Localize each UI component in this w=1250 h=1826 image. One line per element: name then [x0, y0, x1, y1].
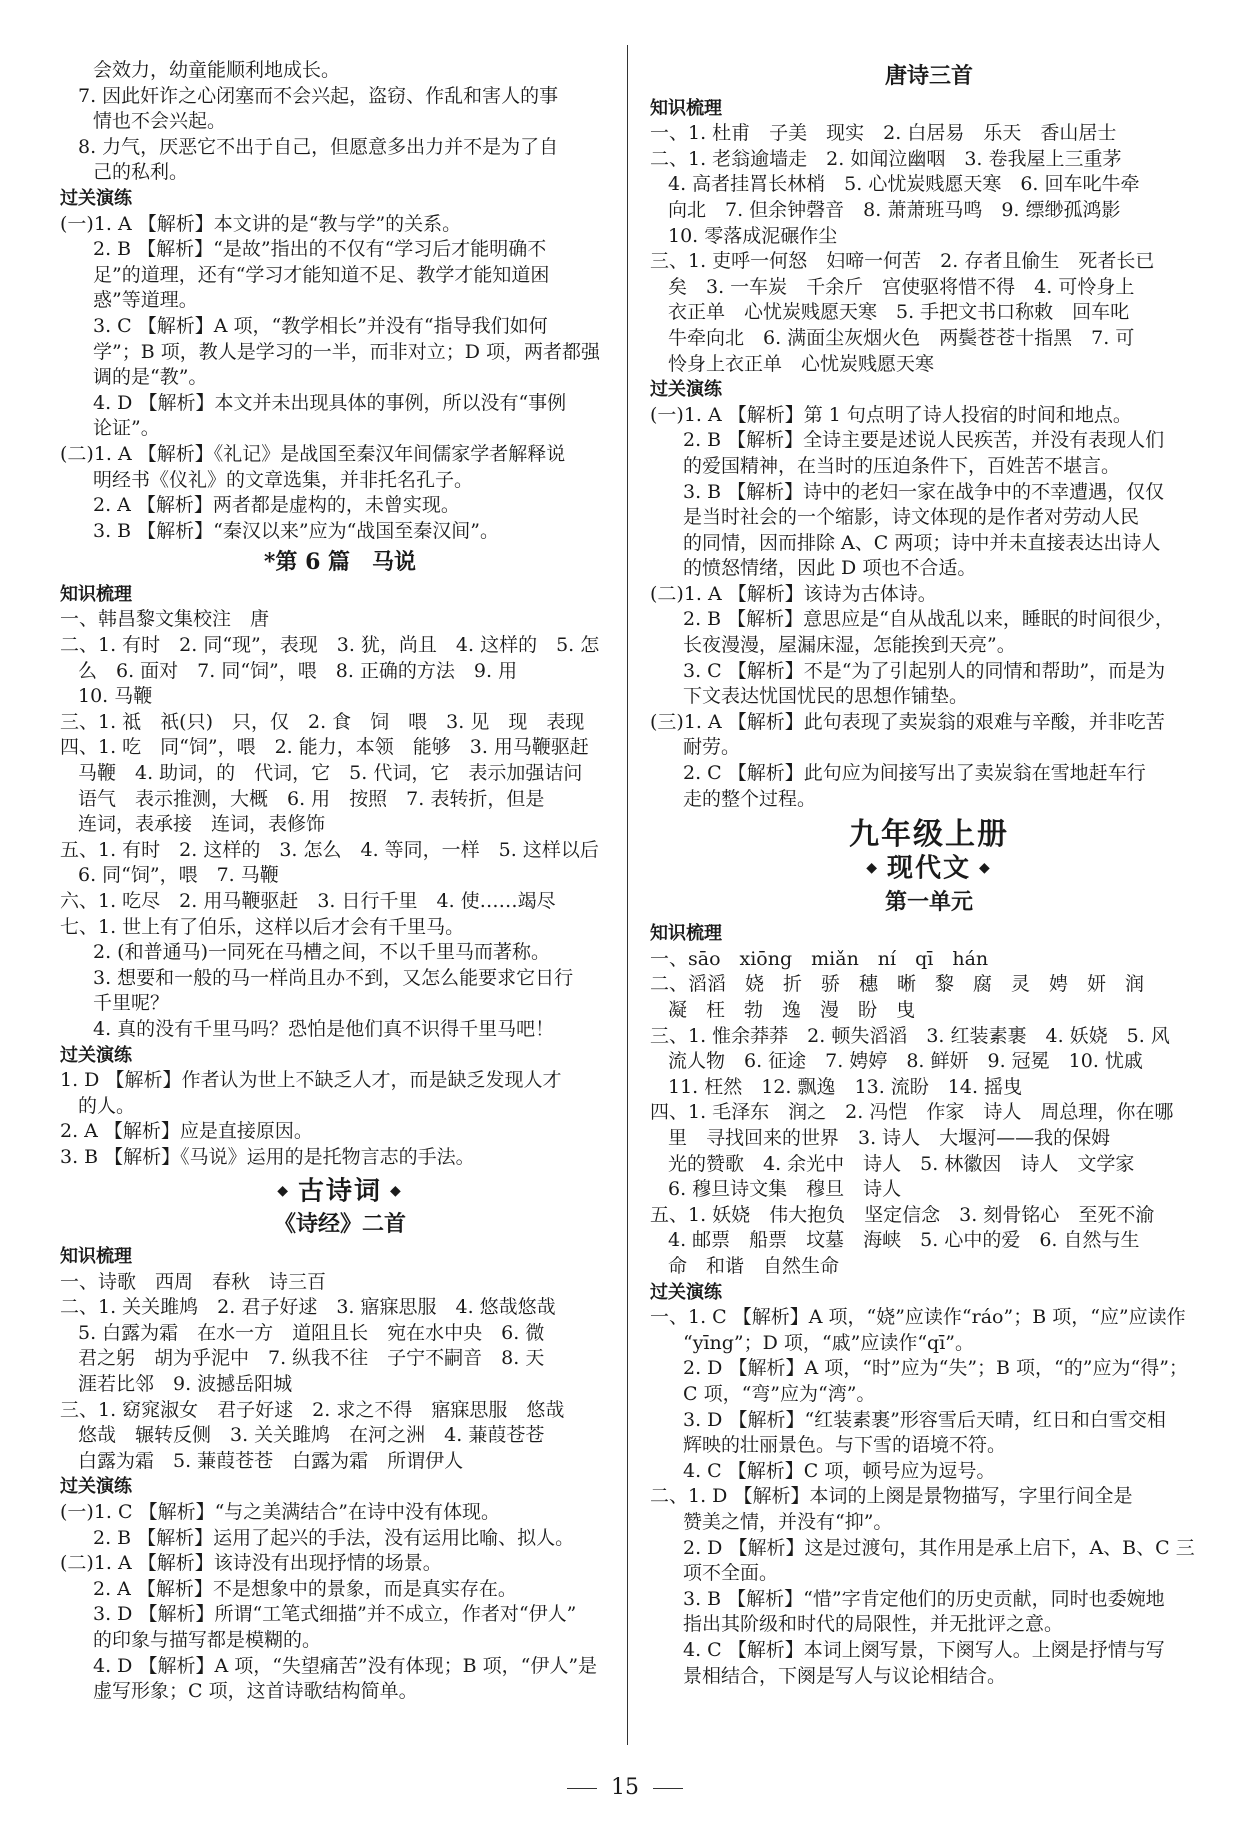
diamond-icon: ◆ [277, 1182, 290, 1199]
answer-line: 指出其阶级和时代的局限性，并无批评之意。 [683, 1613, 1064, 1636]
answer-line: 调的是“教”。 [93, 366, 208, 389]
answer-line: 3. B 【解析】“惜”字肯定他们的历史贡献，同时也委婉地 [683, 1587, 1165, 1610]
answer-line: 走的整个过程。 [683, 787, 817, 810]
answer-line: 足”的道理，还有“学习才能知道不足、教学才能知道困 [93, 263, 550, 286]
answer-line: 下文表达忧国忧民的思想作铺垫。 [683, 685, 969, 708]
answer-line: 10. 零落成泥碾作尘 [668, 224, 838, 247]
answer-line: 君之躬 胡为乎泥中 7. 纵我不往 子宁不嗣音 8. 天 [78, 1347, 545, 1370]
answer-line: 会效力，幼童能顺利地成长。 [93, 59, 341, 81]
answer-line: 2. D 【解析】A 项，“时”应为“失”；B 项，“的”应为“得”； [683, 1357, 1188, 1380]
answer-line: 2. B 【解析】全诗主要是述说人民疾苦，并没有表现人们 [683, 429, 1165, 452]
answer-line: (一)1. A 【解析】本文讲的是“教与学”的关系。 [60, 212, 462, 235]
left-column [60, 58, 620, 1705]
answer-line: 2. C 【解析】此句应为间接写出了卖炭翁在雪地赶车行 [683, 762, 1146, 785]
lesson-title: *第 6 篇 马说 [263, 549, 417, 576]
answer-line: 二、1. 关关雎鸠 2. 君子好逑 3. 寤寐思服 4. 悠哉悠哉 [60, 1296, 556, 1319]
answer-line: 2. B 【解析】意思应是“自从战乱以来，睡眠的时间很少， [683, 608, 1174, 631]
answer-line: 辉映的壮丽景色。与下雪的语境不符。 [683, 1434, 1007, 1457]
answer-line: 2. (和普通马)一同死在马槽之间，不以千里马而著称。 [93, 941, 550, 964]
section-heading: 知识梳理 [650, 97, 722, 119]
answer-line: “yīng”；D 项，“戚”应读作“qī”。 [683, 1331, 975, 1354]
answer-line: 2. B 【解析】运用了起兴的手法，没有运用比喻、拟人。 [93, 1526, 575, 1549]
category-title-text: 古诗词 [297, 1175, 382, 1206]
answer-line: 一、1. C 【解析】A 项，“娆”应读作“ráo”；B 项，“应”应读作 [650, 1306, 1186, 1329]
answer-line: 三、1. 吏呼一何怒 妇啼一何苦 2. 存者且偷生 死者长已 [650, 250, 1155, 273]
answer-line: 11. 枉然 12. 飘逸 13. 流盼 14. 摇曳 [668, 1075, 1023, 1098]
answer-line: 千里呢？ [93, 992, 170, 1015]
answer-line: 4. D 【解析】本文并未出现具体的事例，所以没有“事例 [93, 391, 567, 414]
answer-line: 的同情，因而排除 A、C 两项；诗中并未直接表达出诗人 [683, 531, 1161, 554]
answer-line: 10. 马鞭 [78, 685, 153, 708]
answer-line: 悠哉 辗转反侧 3. 关关雎鸠 在河之洲 4. 蒹葭苍苍 [78, 1424, 545, 1447]
answer-line: 4. C 【解析】C 项，顿号应为逗号。 [683, 1459, 996, 1482]
answer-line: C 项，“弯”应为“湾”。 [683, 1382, 876, 1405]
lesson-title: 《诗经》二首 [273, 1211, 406, 1238]
answer-line: 的爱国精神，在当时的压迫条件下，百姓苦不堪言。 [683, 454, 1121, 477]
section-heading: 过关演练 [650, 1281, 722, 1303]
answer-line: 的印象与描写都是模糊的。 [93, 1628, 322, 1651]
answer-line: 6. 同“饲”，喂 7. 马鞭 [78, 864, 279, 887]
answer-line: 惑”等道理。 [93, 289, 198, 312]
answer-line: 牛牵向北 6. 满面尘灰烟火色 两鬓苍苍十指黑 7. 可 [668, 326, 1135, 349]
answer-line: 2. A 【解析】应是直接原因。 [60, 1120, 313, 1143]
answer-line: 命 和谐 自然生命 [668, 1255, 840, 1278]
footer-dash-right [653, 1788, 683, 1789]
answer-line: 3. C 【解析】不是“为了引起别人的同情和帮助”，而是为 [683, 659, 1166, 682]
answer-line: 五、1. 有时 2. 这样的 3. 怎么 4. 等同，一样 5. 这样以后 [60, 838, 599, 861]
answer-line: 一、韩昌黎文集校注 唐 [60, 608, 270, 631]
answer-line: 矣 3. 一车炭 千余斤 宫使驱将惜不得 4. 可怜身上 [668, 275, 1135, 298]
page-footer [0, 1775, 1250, 1800]
answer-line: 学”；B 项，教人是学习的一半，而非对立；D 项，两者都强 [93, 340, 600, 363]
answer-line: 虚写形象；C 项，这首诗歌结构简单。 [93, 1680, 418, 1703]
section-heading: 知识梳理 [60, 1246, 132, 1268]
answer-line: 七、1. 世上有了伯乐，这样以后才会有千里马。 [60, 915, 465, 938]
answer-line: 论证”。 [93, 417, 160, 440]
answer-line: 三、1. 窈窕淑女 君子好逑 2. 求之不得 寤寐思服 悠哉 [60, 1398, 565, 1421]
section-heading: 过关演练 [650, 379, 722, 401]
answer-line: 衣正单 心忧炭贱愿天寒 5. 手把文书口称敕 回车叱 [668, 301, 1130, 324]
answer-line: 连词，表承接 连词，表修饰 [78, 813, 326, 836]
category-title [60, 1175, 620, 1206]
answer-line: 一、sāo xiōng miǎn ní qī hán [650, 947, 989, 970]
answer-line: 三、1. 祗 祇(只) 只，仅 2. 食 饲 喂 3. 见 现 表现 [60, 710, 585, 733]
answer-line: 一、诗歌 西周 春秋 诗三百 [60, 1270, 327, 1293]
answer-line: 4. 高者挂罥长林梢 5. 心忧炭贱愿天寒 6. 回车叱牛牵 [668, 173, 1140, 196]
answer-line: 1. D 【解析】作者认为世上不缺乏人才，而是缺乏发现人才 [60, 1069, 562, 1092]
diamond-icon: ◆ [390, 1182, 403, 1199]
section-heading: 知识梳理 [60, 583, 132, 605]
answer-line: 7. 因此奸诈之心闭塞而不会兴起，盗窃、作乱和害人的事 [78, 84, 559, 107]
diamond-icon: ◆ [866, 859, 879, 876]
category-title-text: 现代文 [886, 853, 971, 884]
answer-line: 2. B 【解析】“是故”指出的不仅有“学习后才能明确不 [93, 238, 547, 261]
lesson-title: 唐诗三首 [884, 63, 973, 89]
answer-line: 景相结合，下阕是写人与议论相结合。 [683, 1664, 1007, 1687]
footer-dash-left [567, 1788, 597, 1789]
answer-line: 赞美之情，并没有“抑”。 [683, 1510, 893, 1533]
answer-line: 四、1. 毛泽东 润之 2. 冯恺 作家 诗人 周总理，你在哪 [650, 1101, 1174, 1124]
section-heading: 知识梳理 [650, 923, 722, 945]
answer-line: 长夜漫漫，屋漏床湿，怎能挨到天亮”。 [683, 634, 1016, 657]
diamond-icon: ◆ [979, 859, 992, 876]
volume-title: 九年级上册 [849, 817, 1009, 853]
answer-line: 六、1. 吃尽 2. 用马鞭驱赶 3. 日行千里 4. 使……竭尽 [60, 890, 556, 912]
answer-line: (三)1. A 【解析】此句表现了卖炭翁的艰难与辛酸，并非吃苦 [650, 710, 1165, 733]
answer-line: 耐劳。 [683, 736, 741, 759]
answer-line: (二)1. A 【解析】《礼记》是战国至秦汉年间儒家学者解释说 [60, 442, 566, 465]
answer-line: 2. A 【解析】不是想象中的景象，而是真实存在。 [93, 1577, 517, 1600]
answer-line: 己的私利。 [93, 161, 189, 184]
answer-line: 3. D 【解析】“红装素裹”形容雪后天晴，红日和白雪交相 [683, 1408, 1166, 1431]
answer-line: 的人。 [78, 1094, 136, 1117]
column-divider [627, 45, 628, 1745]
answer-line: 4. D 【解析】A 项，“失望痛苦”没有体现；B 项，“伊人”是 [93, 1654, 598, 1677]
answer-line: 的愤怒情绪，因此 D 项也不合适。 [683, 557, 977, 580]
answer-line: 明经书《仪礼》的文章选集，并非托名孔子。 [93, 468, 474, 491]
answer-line: 么 6. 面对 7. 同“饲”，喂 8. 正确的方法 9. 用 [78, 659, 518, 682]
answer-line: 光的赞歌 4. 余光中 诗人 5. 林徽因 诗人 文学家 [668, 1152, 1135, 1175]
answer-line: 二、1. D 【解析】本词的上阕是景物描写，字里行间全是 [650, 1485, 1133, 1508]
answer-line: 3. B 【解析】《马说》运用的是托物言志的手法。 [60, 1145, 475, 1168]
answer-line: 马鞭 4. 助词，的 代词，它 5. 代词，它 表示加强诘问 [78, 762, 583, 785]
answer-line: 4. 邮票 船票 坟墓 海峡 5. 心中的爱 6. 自然与生 [668, 1229, 1140, 1252]
answer-line: 3. B 【解析】“秦汉以来”应为“战国至秦汉间”。 [93, 519, 500, 542]
answer-line: 2. A 【解析】两者都是虚构的，未曾实现。 [93, 494, 460, 517]
section-heading: 过关演练 [60, 187, 132, 209]
answer-line: (二)1. A 【解析】该诗为古体诗。 [650, 582, 937, 605]
answer-line: (一)1. A 【解析】第 1 句点明了诗人投宿的时间和地点。 [650, 403, 1132, 426]
answer-line: 一、1. 杜甫 子美 现实 2. 白居易 乐天 香山居士 [650, 122, 1117, 145]
section-heading: 过关演练 [60, 1476, 132, 1498]
answer-line: 2. D 【解析】这是过渡句，其作用是承上启下，A、B、C 三 [683, 1536, 1195, 1559]
answer-line: 8. 力气，厌恶它不出于自己，但愿意多出力并不是为了自 [78, 135, 559, 158]
answer-line: 五、1. 妖娆 伟大抱负 坚定信念 3. 刻骨铭心 至死不渝 [650, 1203, 1155, 1226]
page-number: 15 [611, 1775, 639, 1800]
lesson-title: 第一单元 [884, 888, 973, 915]
answer-line: 怜身上衣正单 心忧炭贱愿天寒 [668, 352, 935, 375]
answer-line: (一)1. C 【解析】“与之美满结合”在诗中没有体现。 [60, 1500, 500, 1523]
answer-line: 5. 白露为霜 在水一方 道阻且长 宛在水中央 6. 微 [78, 1321, 545, 1344]
answer-line: 白露为霜 5. 蒹葭苍苍 白露为霜 所谓伊人 [78, 1449, 464, 1472]
answer-line: 凝 枉 勃 逸 漫 盼 曳 [668, 999, 916, 1022]
answer-line: 4. C 【解析】本词上阕写景，下阕写人。上阕是抒情与写 [683, 1638, 1165, 1661]
answer-line: 3. 想要和一般的马一样尚且办不到，又怎么能要求它日行 [93, 966, 574, 989]
answer-line: 二、1. 老翁逾墙走 2. 如闻泣幽咽 3. 卷我屋上三重茅 [650, 147, 1122, 170]
category-title [650, 853, 1208, 884]
answer-line: 3. C 【解析】A 项，“教学相长”并没有“指导我们如何 [93, 314, 548, 337]
answer-line: 向北 7. 但余钟磬音 8. 萧萧班马鸣 9. 缥缈孤鸿影 [668, 198, 1121, 221]
answer-line: 语气 表示推测，大概 6. 用 按照 7. 表转折，但是 [78, 787, 545, 810]
answer-line: (二)1. A 【解析】该诗没有出现抒情的场景。 [60, 1552, 442, 1575]
answer-line: 3. B 【解析】诗中的老妇一家在战争中的不幸遭遇，仅仅 [683, 480, 1165, 503]
answer-line: 里 寻找回来的世界 3. 诗人 大堰河——我的保姆 [668, 1127, 1111, 1150]
answer-line: 二、滔滔 娆 折 骄 穗 晰 黎 腐 灵 娉 妍 润 [650, 973, 1145, 996]
right-column [650, 58, 1208, 1689]
answer-line: 二、1. 有时 2. 同“现”，表现 3. 犹，尚且 4. 这样的 5. 怎 [60, 634, 600, 657]
section-heading: 过关演练 [60, 1044, 132, 1066]
answer-line: 情也不会兴起。 [93, 110, 227, 133]
answer-line: 是当时社会的一个缩影，诗文体现的是作者对劳动人民 [683, 506, 1140, 529]
answer-line: 四、1. 吃 同“饲”，喂 2. 能力，本领 能够 3. 用马鞭驱赶 [60, 736, 589, 759]
answer-line: 涯若比邻 9. 波撼岳阳城 [78, 1372, 293, 1395]
answer-line: 项不全面。 [683, 1562, 779, 1585]
answer-line: 6. 穆旦诗文集 穆旦 诗人 [668, 1178, 902, 1201]
answer-line: 流人物 6. 征途 7. 娉婷 8. 鲜妍 9. 冠冕 10. 忧戚 [668, 1050, 1143, 1073]
answer-line: 三、1. 惟余莽莽 2. 顿失滔滔 3. 红装素裹 4. 妖娆 5. 风 [650, 1024, 1170, 1047]
answer-line: 3. D 【解析】所谓“工笔式细描”并不成立，作者对“伊人” [93, 1603, 577, 1626]
answer-line: 4. 真的没有千里马吗？恐怕是他们真不识得千里马吧！ [93, 1017, 555, 1040]
